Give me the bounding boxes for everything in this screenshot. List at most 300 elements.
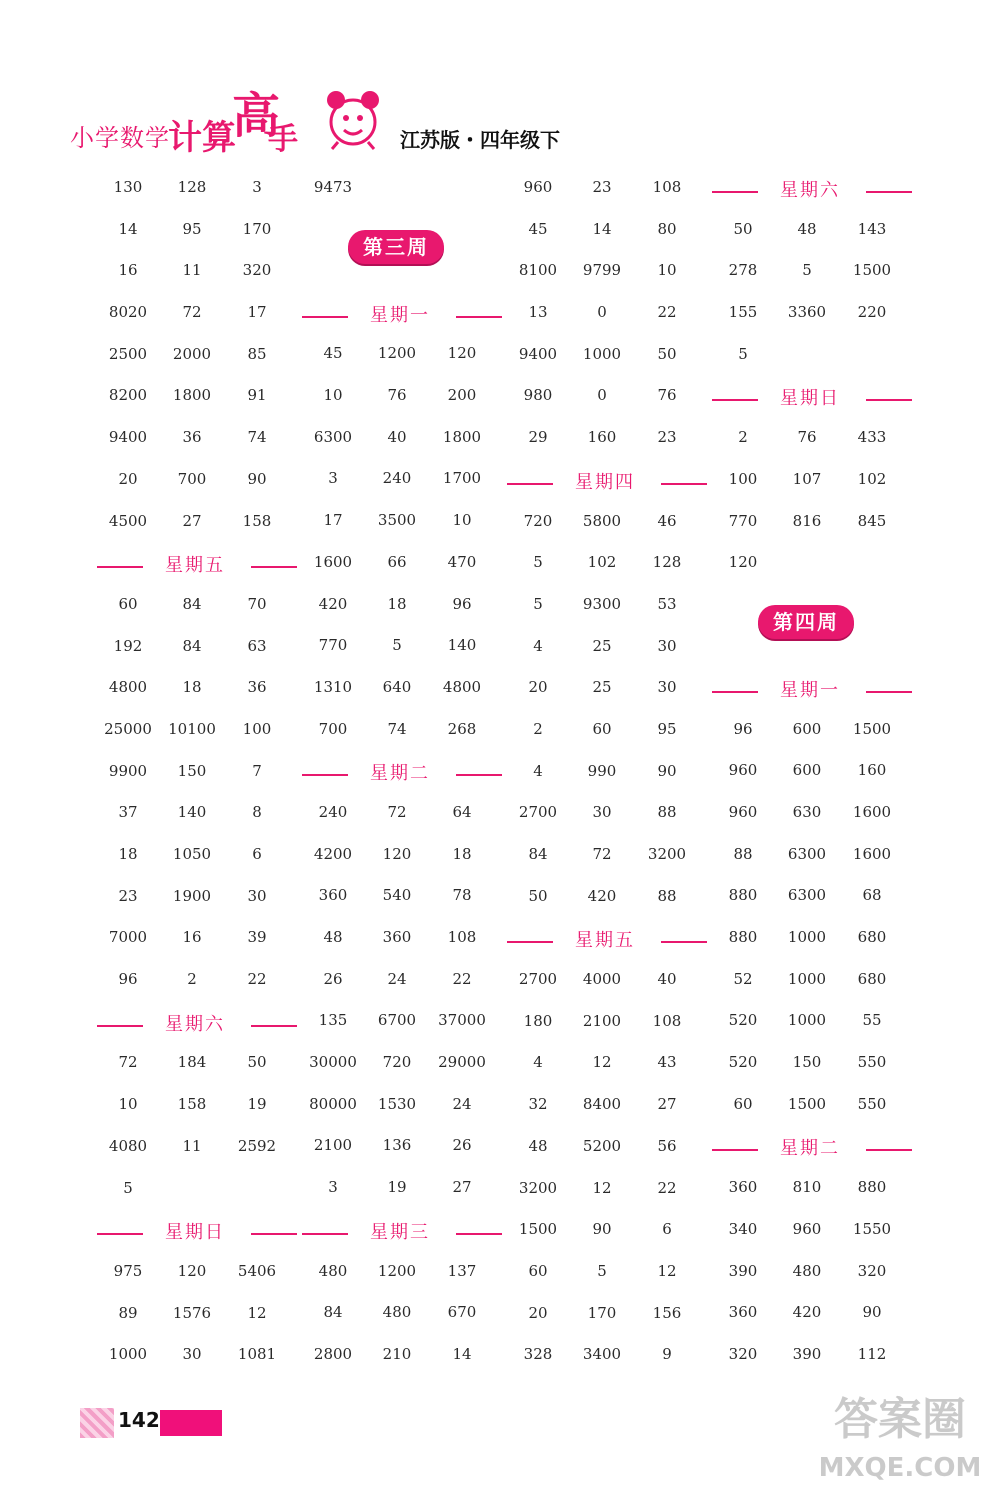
answer-value: 24 xyxy=(452,1094,472,1113)
answer-value: 4500 xyxy=(108,511,148,530)
answer-row xyxy=(95,337,295,379)
answer-value: 4200 xyxy=(313,844,353,863)
answer-value: 1050 xyxy=(172,845,212,863)
answer-value: 16 xyxy=(182,928,202,947)
answer-row xyxy=(505,1296,705,1338)
answer-value: 6300 xyxy=(787,844,827,863)
answer-value: 27 xyxy=(182,511,202,530)
answer-value: 170 xyxy=(587,1303,617,1322)
answer-value: 6 xyxy=(662,1220,672,1239)
answer-value: 29 xyxy=(528,428,548,447)
answer-row xyxy=(505,378,705,420)
answer-value: 2000 xyxy=(172,344,212,363)
answer-value: 27 xyxy=(452,1178,472,1197)
answer-value: 360 xyxy=(728,1303,758,1322)
answer-value: 128 xyxy=(652,553,682,572)
answer-value: 12 xyxy=(592,1053,612,1072)
answer-value: 960 xyxy=(728,761,758,780)
answer-value: 816 xyxy=(792,511,822,530)
answer-value: 96 xyxy=(733,719,753,738)
answer-row xyxy=(300,1295,500,1337)
answer-value: 160 xyxy=(587,428,617,447)
answer-value: 120 xyxy=(728,553,758,572)
answer-row xyxy=(710,878,910,920)
answer-row xyxy=(300,837,500,879)
answer-value: 5 xyxy=(533,594,543,613)
answer-row xyxy=(95,795,295,837)
answer-row xyxy=(300,545,500,587)
answer-value: 1200 xyxy=(377,1261,417,1280)
answer-value: 48 xyxy=(797,219,817,238)
answer-row xyxy=(505,879,705,921)
heading-rule xyxy=(661,941,707,943)
answer-value: 56 xyxy=(657,1136,677,1155)
answer-value: 1600 xyxy=(313,552,353,571)
answer-value: 390 xyxy=(728,1261,758,1280)
heading-rule xyxy=(251,1025,297,1027)
answer-value: 5 xyxy=(738,344,748,363)
answer-value: 2700 xyxy=(518,803,558,822)
answer-value: 600 xyxy=(792,761,822,780)
answer-value: 37000 xyxy=(438,1011,486,1030)
answer-value: 14 xyxy=(452,1344,472,1363)
answer-value: 12 xyxy=(657,1261,677,1280)
answer-value: 25000 xyxy=(104,719,152,738)
answer-value: 52 xyxy=(733,969,753,988)
week-badge: 第四周 xyxy=(758,605,854,639)
week-section xyxy=(300,212,500,295)
answer-row xyxy=(505,420,705,462)
answer-row xyxy=(710,1003,910,1045)
answer-value: 960 xyxy=(792,1219,822,1238)
answer-value: 46 xyxy=(657,511,677,530)
answer-value: 4800 xyxy=(108,678,148,697)
answer-value: 18 xyxy=(182,678,202,697)
answer-value: 156 xyxy=(652,1303,682,1322)
answer-value: 1500 xyxy=(787,1094,827,1113)
answer-value: 84 xyxy=(528,845,548,863)
answer-value: 155 xyxy=(728,303,758,322)
answer-value: 30 xyxy=(247,886,267,905)
answer-value: 360 xyxy=(318,886,348,905)
answer-value: 72 xyxy=(592,845,612,863)
answer-row xyxy=(95,587,295,629)
answer-value: 30 xyxy=(592,803,612,822)
answer-row xyxy=(710,1087,910,1129)
answer-row xyxy=(95,420,295,462)
answer-value: 68 xyxy=(862,886,882,905)
answer-value: 23 xyxy=(592,178,612,196)
answer-value: 45 xyxy=(528,219,548,238)
answer-row xyxy=(95,1129,295,1171)
answer-row xyxy=(710,1212,910,1254)
answer-row xyxy=(505,253,705,295)
answer-value: 158 xyxy=(242,511,272,530)
answer-row xyxy=(300,1045,500,1087)
answer-value: 360 xyxy=(382,928,412,946)
answer-row xyxy=(300,920,500,962)
answer-value: 1500 xyxy=(852,719,892,738)
page-header xyxy=(0,0,1000,170)
answer-value: 3400 xyxy=(582,1345,622,1364)
answer-value: 18 xyxy=(387,594,407,613)
watermark-text: 答案圈 xyxy=(834,1394,966,1445)
answer-value: 8200 xyxy=(108,386,148,405)
answer-value: 5 xyxy=(533,553,543,572)
answer-value: 1500 xyxy=(518,1220,558,1239)
answer-row xyxy=(300,1003,500,1045)
answer-value: 32 xyxy=(528,1095,548,1114)
heading-rule xyxy=(661,483,707,485)
answer-value: 2800 xyxy=(313,1344,353,1363)
answer-value: 880 xyxy=(857,1178,887,1197)
answer-value: 29000 xyxy=(438,1053,486,1072)
answer-value: 433 xyxy=(857,428,887,447)
book-title-part2: 计算 xyxy=(168,118,236,158)
answer-row xyxy=(300,795,500,837)
answer-value: 1000 xyxy=(787,969,827,988)
day-heading-label: 星期三 xyxy=(370,1221,430,1243)
answer-row xyxy=(505,1045,705,1087)
answer-value: 60 xyxy=(592,719,612,738)
answer-row xyxy=(710,212,910,254)
answer-value: 8020 xyxy=(108,303,148,322)
answer-value: 8 xyxy=(252,803,262,822)
answer-value: 30 xyxy=(182,1345,202,1364)
answer-value: 320 xyxy=(242,261,272,280)
answer-row xyxy=(95,170,295,212)
answer-value: 37 xyxy=(118,803,138,822)
answer-value: 2 xyxy=(187,970,197,989)
answer-value: 1000 xyxy=(787,928,827,946)
answer-value: 24 xyxy=(387,969,407,988)
answer-value: 1500 xyxy=(852,261,892,280)
week-badge: 第三周 xyxy=(348,230,444,264)
answer-value: 20 xyxy=(528,678,548,697)
answer-row xyxy=(710,795,910,837)
answer-value: 100 xyxy=(242,719,272,738)
answer-value: 23 xyxy=(118,886,138,905)
heading-rule xyxy=(251,1233,297,1235)
answer-row xyxy=(505,1254,705,1296)
answer-row xyxy=(300,587,500,629)
answer-value: 72 xyxy=(387,802,407,821)
heading-rule xyxy=(866,1149,912,1151)
answer-value: 7 xyxy=(252,761,262,780)
answer-value: 128 xyxy=(177,178,207,196)
answer-row xyxy=(300,1128,500,1170)
answer-value: 5200 xyxy=(582,1136,622,1155)
answer-row xyxy=(505,545,705,587)
answer-value: 6 xyxy=(252,845,262,863)
answer-value: 2100 xyxy=(313,1136,353,1155)
answer-value: 96 xyxy=(452,594,472,613)
answer-value: 85 xyxy=(247,344,267,363)
answer-row xyxy=(300,420,500,462)
day-heading xyxy=(300,1212,500,1254)
answer-value: 45 xyxy=(323,344,343,363)
answer-value: 72 xyxy=(182,303,202,322)
answer-value: 66 xyxy=(387,552,407,571)
answer-value: 76 xyxy=(797,428,817,447)
answer-value: 1576 xyxy=(172,1303,212,1322)
answer-value: 960 xyxy=(523,178,553,196)
answer-value: 192 xyxy=(113,636,143,655)
answer-value: 6300 xyxy=(787,886,827,905)
answer-value: 2 xyxy=(738,428,748,447)
answer-value: 10 xyxy=(323,386,343,405)
answer-value: 845 xyxy=(857,511,887,530)
answer-value: 60 xyxy=(528,1261,548,1280)
answer-value: 2592 xyxy=(237,1136,277,1155)
heading-rule xyxy=(251,566,297,568)
answer-value: 90 xyxy=(657,761,677,780)
answer-value: 13 xyxy=(528,303,548,322)
answer-row xyxy=(710,504,910,546)
answer-value: 55 xyxy=(862,1011,882,1030)
answer-value: 89 xyxy=(118,1303,138,1322)
answer-value: 680 xyxy=(857,969,887,988)
answer-value: 108 xyxy=(652,178,682,196)
answer-value: 120 xyxy=(177,1261,207,1280)
answer-value: 84 xyxy=(323,1303,343,1322)
answer-value: 2 xyxy=(533,719,543,738)
answer-row xyxy=(300,1170,500,1212)
answer-value: 84 xyxy=(182,636,202,655)
answer-row xyxy=(95,212,295,254)
answer-value: 11 xyxy=(182,1136,202,1155)
answer-value: 550 xyxy=(857,1094,887,1113)
answer-row xyxy=(95,670,295,712)
answer-value: 5 xyxy=(392,636,402,655)
answer-value: 6300 xyxy=(313,427,353,446)
heading-rule xyxy=(866,399,912,401)
answer-value: 3 xyxy=(328,1178,338,1197)
day-heading xyxy=(95,1212,295,1254)
answer-row xyxy=(95,879,295,921)
answer-row xyxy=(710,1337,910,1379)
answer-value: 88 xyxy=(657,803,677,822)
answer-value: 3360 xyxy=(787,303,827,322)
heading-rule xyxy=(866,691,912,693)
answer-value: 600 xyxy=(792,719,822,738)
answer-value: 90 xyxy=(247,469,267,488)
answer-row xyxy=(300,378,500,420)
answer-value: 30000 xyxy=(309,1053,357,1072)
answer-row xyxy=(505,170,705,212)
answer-value: 18 xyxy=(452,844,472,863)
answer-value: 14 xyxy=(592,219,612,238)
answer-value: 64 xyxy=(452,802,472,821)
answer-value: 480 xyxy=(318,1261,348,1280)
page-decoration-bar xyxy=(160,1410,222,1436)
answer-value: 20 xyxy=(528,1303,548,1322)
answer-column-3 xyxy=(505,170,705,1379)
answer-row xyxy=(505,504,705,546)
answer-value: 3500 xyxy=(377,511,417,530)
answer-value: 158 xyxy=(177,1095,207,1114)
answer-value: 22 xyxy=(247,970,267,989)
day-heading-label: 星期五 xyxy=(165,555,225,577)
answer-value: 102 xyxy=(857,469,887,488)
answer-value: 4 xyxy=(533,1053,543,1072)
answer-value: 22 xyxy=(657,1178,677,1197)
answer-value: 720 xyxy=(523,511,553,530)
answer-value: 470 xyxy=(447,552,477,571)
answer-value: 960 xyxy=(728,802,758,821)
answer-value: 108 xyxy=(652,1011,682,1030)
day-heading-label: 星期日 xyxy=(165,1222,225,1244)
answer-value: 980 xyxy=(523,386,553,405)
answer-row xyxy=(505,1004,705,1046)
answer-row xyxy=(505,587,705,629)
answer-value: 1600 xyxy=(852,844,892,863)
answer-value: 4080 xyxy=(108,1136,148,1155)
answer-value: 25 xyxy=(592,636,612,655)
answer-value: 240 xyxy=(382,469,412,488)
answer-row xyxy=(710,1170,910,1212)
answer-value: 1000 xyxy=(787,1011,827,1030)
answer-value: 770 xyxy=(318,636,348,655)
answer-value: 680 xyxy=(857,928,887,946)
answer-row xyxy=(505,629,705,671)
answer-value: 9400 xyxy=(108,428,148,447)
answer-value: 5 xyxy=(802,261,812,280)
answer-value: 50 xyxy=(528,886,548,905)
answer-row xyxy=(710,962,910,1004)
answer-row xyxy=(300,336,500,378)
answer-value: 4800 xyxy=(442,677,482,696)
answer-value: 48 xyxy=(323,928,343,946)
answer-value: 16 xyxy=(118,261,138,280)
answer-value: 480 xyxy=(792,1261,822,1280)
answer-row xyxy=(710,712,910,754)
answer-value: 48 xyxy=(528,1136,548,1155)
answer-value: 7000 xyxy=(108,928,148,947)
answer-value: 40 xyxy=(657,970,677,989)
week-section xyxy=(710,587,910,670)
answer-value: 420 xyxy=(792,1303,822,1322)
day-heading-label: 星期四 xyxy=(575,471,635,493)
answer-row xyxy=(505,1171,705,1213)
answer-row xyxy=(505,962,705,1004)
answer-value: 50 xyxy=(733,219,753,238)
answer-value: 180 xyxy=(523,1011,553,1030)
answer-value: 30 xyxy=(657,678,677,697)
answer-row xyxy=(95,462,295,504)
answer-row xyxy=(95,253,295,295)
answer-value: 137 xyxy=(447,1261,477,1280)
answer-value: 50 xyxy=(657,344,677,363)
answer-value: 20 xyxy=(118,469,138,488)
answer-value: 12 xyxy=(247,1303,267,1322)
answer-value: 420 xyxy=(318,594,348,613)
edition-label: 江苏版・四年级下 xyxy=(400,128,560,152)
answer-row xyxy=(710,420,910,462)
day-heading xyxy=(505,462,705,504)
answer-row xyxy=(505,295,705,337)
answer-value: 120 xyxy=(382,844,412,863)
day-heading xyxy=(710,378,910,420)
answer-value: 76 xyxy=(657,386,677,405)
answer-value: 80000 xyxy=(309,1094,357,1113)
answer-value: 268 xyxy=(447,719,477,738)
answer-value: 9400 xyxy=(518,344,558,363)
answer-value: 1700 xyxy=(442,469,482,488)
answer-value: 4 xyxy=(533,636,543,655)
answer-value: 540 xyxy=(382,886,412,905)
answer-value: 90 xyxy=(862,1303,882,1322)
answer-value: 320 xyxy=(857,1261,887,1280)
answer-value: 70 xyxy=(247,594,267,613)
answer-value: 3 xyxy=(252,178,262,196)
answer-value: 18 xyxy=(118,845,138,863)
day-heading-label: 星期日 xyxy=(780,388,840,410)
answer-value: 520 xyxy=(728,1053,758,1072)
answer-value: 320 xyxy=(728,1344,758,1363)
answer-value: 390 xyxy=(792,1344,822,1363)
answer-row xyxy=(95,1171,295,1213)
answer-row xyxy=(95,1087,295,1129)
answer-value: 96 xyxy=(118,970,138,989)
answer-value: 63 xyxy=(247,636,267,655)
answer-value: 4000 xyxy=(582,970,622,989)
answer-value: 12 xyxy=(592,1178,612,1197)
answer-value: 420 xyxy=(587,886,617,905)
answer-value: 1900 xyxy=(172,886,212,905)
answer-value: 0 xyxy=(597,303,607,322)
answer-row xyxy=(300,503,500,545)
answer-row xyxy=(505,837,705,879)
answer-value: 160 xyxy=(857,761,887,780)
answer-value: 53 xyxy=(657,594,677,613)
answer-row xyxy=(300,461,500,503)
answer-row xyxy=(505,754,705,796)
answer-row xyxy=(95,629,295,671)
answer-value: 80 xyxy=(657,219,677,238)
answer-value: 1310 xyxy=(313,677,353,696)
book-title-part4: 手 xyxy=(268,122,298,157)
answer-row xyxy=(505,670,705,712)
answer-value: 670 xyxy=(447,1303,477,1322)
answer-value: 200 xyxy=(447,386,477,405)
answer-row xyxy=(95,295,295,337)
answer-row xyxy=(95,837,295,879)
answer-row xyxy=(300,670,500,712)
answer-row xyxy=(505,212,705,254)
answer-row xyxy=(505,1212,705,1254)
book-title-part1: 小学数学 xyxy=(70,124,170,152)
answer-value: 3 xyxy=(328,469,338,488)
answer-value: 5406 xyxy=(237,1261,277,1280)
answer-value: 880 xyxy=(728,928,758,946)
answer-row xyxy=(710,920,910,962)
answer-value: 1550 xyxy=(852,1219,892,1238)
answer-value: 240 xyxy=(318,802,348,821)
answer-value: 27 xyxy=(657,1095,677,1114)
answer-row xyxy=(300,170,500,212)
day-heading xyxy=(300,295,500,337)
answer-value: 2500 xyxy=(108,344,148,363)
answer-row xyxy=(505,1337,705,1379)
answer-value: 210 xyxy=(382,1344,412,1363)
answer-row xyxy=(505,1087,705,1129)
answer-value: 88 xyxy=(733,844,753,863)
answer-value: 60 xyxy=(118,594,138,613)
answer-value: 630 xyxy=(792,802,822,821)
answer-value: 810 xyxy=(792,1178,822,1197)
heading-rule xyxy=(456,1233,502,1235)
